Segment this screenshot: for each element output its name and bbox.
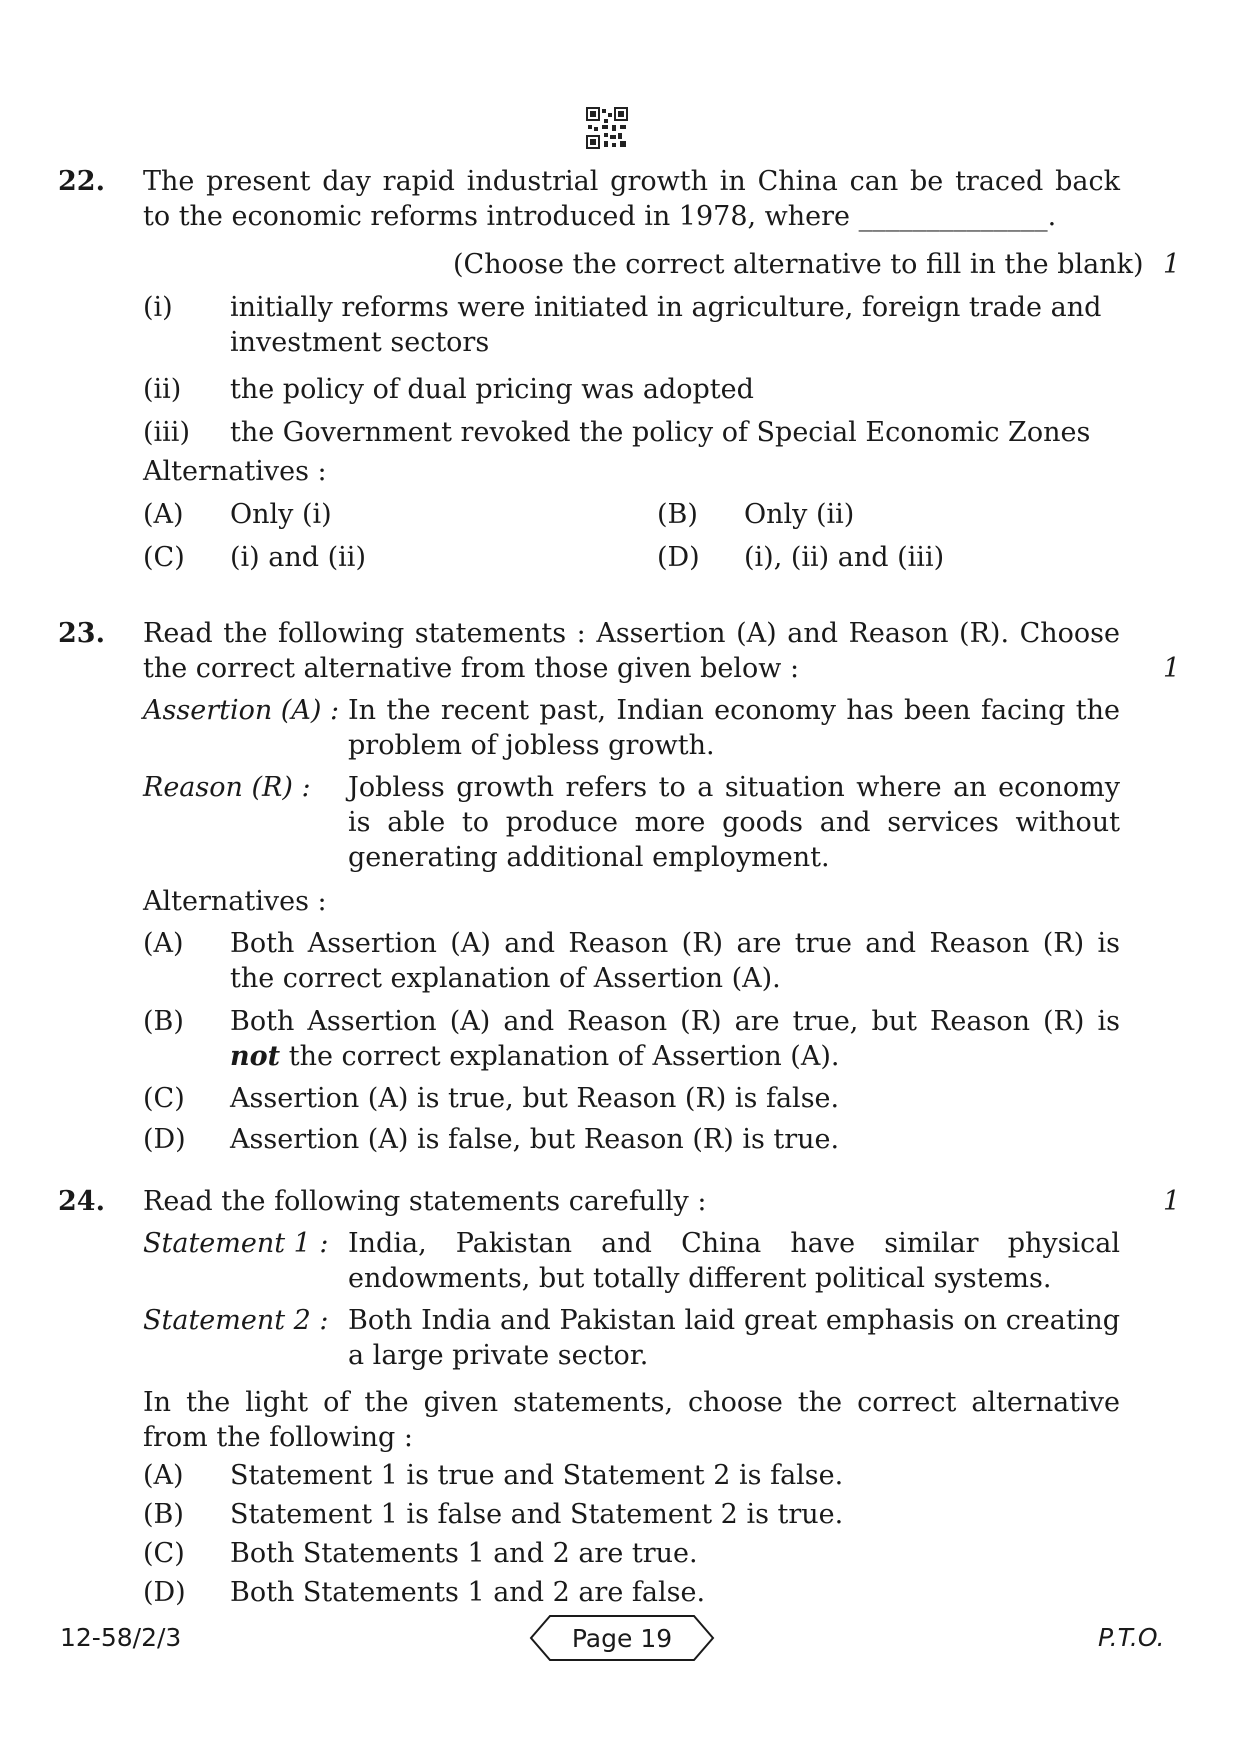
q24-option-text: Statement 1 is false and Statement 2 is true. [230,1499,844,1530]
question-22-marks: 1 [1163,249,1181,280]
question-24-prompt: In the light of the given statements, choose the correct alternative from the following : [143,1387,1120,1453]
assertion-text: In the recent past, Indian economy has been facing the problem of jobless growth. [348,695,1120,761]
question-24-stem: Read the following statements carefully : [143,1186,707,1217]
q22-option-letter: (C) [143,542,185,573]
q22-statement-text: initially reforms were initiated in agriculture, foreign trade and investment sectors [230,292,1102,358]
q22-option-text: Only (i) [230,499,332,530]
reason-text: Jobless growth refers to a situation where an economy is able to produce more goods and services without generating additional employment. [348,772,1120,873]
question-22-number: 22. [58,166,105,197]
q24-option-letter: (B) [143,1499,184,1530]
reason-label: Reason (R) : [143,772,311,803]
q22-option-letter: (B) [657,499,698,530]
q23-option-text: Both Assertion (A) and Reason (R) are true and Reason (R) is the correct explanation of Assertion (A). [230,928,1120,994]
q23-option-b-text-after: the correct explanation of Assertion (A). [288,1041,840,1072]
statement-1-text: India, Pakistan and China have similar physical endowments, but totally different political systems. [348,1228,1120,1294]
q24-option-text: Statement 1 is true and Statement 2 is false. [230,1460,844,1491]
q23-alternatives-label: Alternatives : [143,886,327,917]
statement-1-label: Statement 1 : [143,1228,329,1259]
page-number: Page 19 [571,1624,673,1653]
q22-option-text: Only (ii) [744,499,855,530]
question-23-number: 23. [58,618,105,649]
assertion-label: Assertion (A) : [143,695,340,726]
q23-option-b-text-before: Both Assertion (A) and Reason (R) are true, but Reason (R) is [230,1006,1120,1037]
q24-option-text: Both Statements 1 and 2 are true. [230,1538,698,1569]
q22-option-letter: (A) [143,499,184,530]
q23-option-letter: (A) [143,928,184,959]
paper-code: 12-58/2/3 [60,1623,182,1652]
q24-option-letter: (C) [143,1538,185,1569]
question-22-stem [143,164,1120,234]
statement-2-text: Both India and Pakistan laid great emphasis on creating a large private sector. [348,1305,1120,1371]
q23-option-b-emphasis: not [230,1041,281,1072]
question-24-marks: 1 [1163,1186,1181,1217]
question-22-instruction: (Choose the correct alternative to fill in the blank) [453,249,1144,280]
question-22-stem-wrap [143,164,1120,234]
question-24-number: 24. [58,1186,105,1217]
q22-option-text: (i), (ii) and (iii) [744,542,945,573]
q24-option-text: Both Statements 1 and 2 are false. [230,1577,706,1608]
q23-option-letter: (C) [143,1083,185,1114]
q23-option-text [230,1004,1120,1074]
question-22-blank: ______________. [858,201,1057,232]
statement-2-label: Statement 2 : [143,1305,329,1336]
q22-statement-text: the policy of dual pricing was adopted [230,374,754,405]
q23-option-letter: (B) [143,1006,184,1037]
question-22-stem-text: The present day rapid industrial growth in China can be traced back to the economic reforms introduced in 1978, where [143,166,1120,232]
q23-option-text: Assertion (A) is true, but Reason (R) is false. [230,1083,840,1114]
q22-option-text: (i) and (ii) [230,542,366,573]
q23-option-text: Assertion (A) is false, but Reason (R) is true. [230,1124,840,1155]
q22-statement-num: (i) [143,292,173,323]
q22-option-letter: (D) [657,542,700,573]
question-23-stem: Read the following statements : Assertion (A) and Reason (R). Choose the correct alternative from those given below : [143,618,1120,684]
qr-code-icon [586,107,628,149]
q22-statement-text: the Government revoked the policy of Special Economic Zones [230,417,1091,448]
q22-statement-num: (iii) [143,417,190,448]
q24-option-letter: (D) [143,1577,186,1608]
question-23-marks: 1 [1163,653,1181,684]
q22-alternatives-label: Alternatives : [143,456,327,487]
q24-option-letter: (A) [143,1460,184,1491]
q23-option-letter: (D) [143,1124,186,1155]
q22-statement-num: (ii) [143,374,182,405]
please-turn-over: P.T.O. [1098,1623,1165,1652]
